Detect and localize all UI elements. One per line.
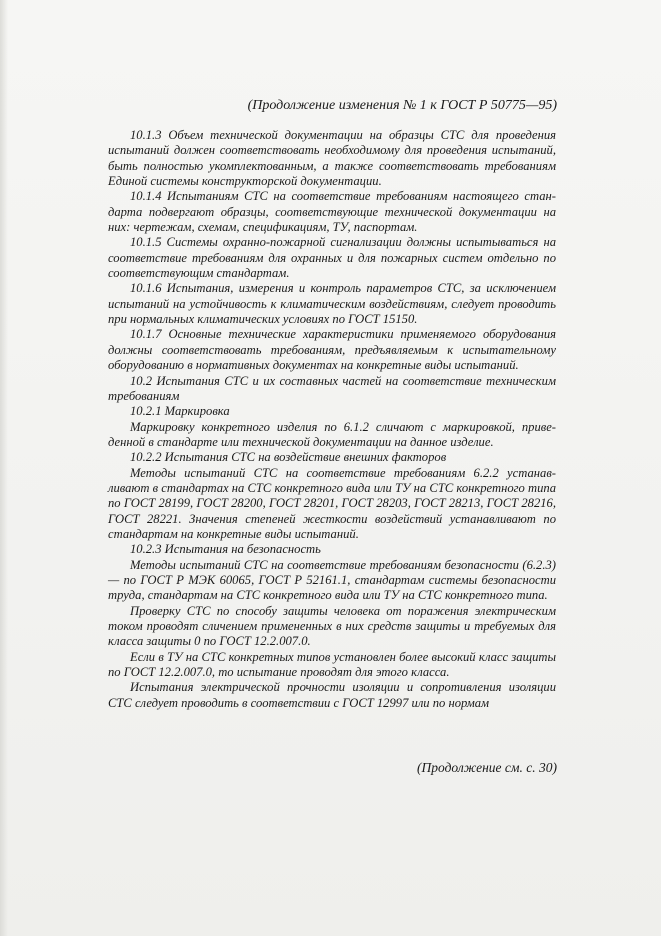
paragraph-10-1-4: 10.1.4 Испытаниям СТС на соответствие требованиям настоящего стандарта подвергают образцы, соответствующие технической документации на них: чертежам, схемам, спецификациям, ТУ, паспортам. (108, 189, 556, 235)
paragraph-shock-protection: Проверку СТС по способу защиты человека от поражения электрическим током проводят сличением примененных в них средств защиты и требуемых для класса защиты 0 по ГОСТ 12.2.007.0. (108, 603, 556, 649)
continuation-note: (Продолжение см. с. 30) (417, 760, 557, 775)
paragraph-insulation-tests: Испытания электрической прочности изоляции и сопротивления изоляции СТС следует проводить в соответствии с ГОСТ 12997 или по нормам (108, 680, 556, 710)
paragraph-10-1-5: 10.1.5 Системы охранно-пожарной сигнализации должны испытываться на соответствие требованиям для охранных и для пожарных систем отдельно по соответствующим стандартам. (108, 235, 556, 281)
paragraph-safety-methods: Методы испытаний СТС на соответствие требованиям безопасности (6.2.3) — по ГОСТ Р МЭК 60065, ГОСТ Р 52161.1, стандартам системы безопасности труда, стандартам на СТС конкретного вида или ТУ на СТС конкретного типа. (108, 557, 556, 603)
paragraph-external-factors: Методы испытаний СТС на соответствие требованиям 6.2.2 устанавливают в стандартах на СТС конкретного вида или ТУ на СТС конкретного типа по ГОСТ 28199, ГОСТ 28200, ГОСТ 28201, ГОСТ 28203, ГОСТ 28213, ГОСТ 28216, ГОСТ 28221. Значения степеней жесткости воздействий устанавливают по стандартам на конкретные виды испытаний. (108, 465, 556, 541)
subsection-heading-10-2-1: 10.2.1 Маркировка (130, 404, 230, 419)
subsection-heading-10-2-3: 10.2.3 Испытания на безопасность (130, 542, 321, 557)
body-text (108, 128, 556, 711)
page-edge-shadow (0, 0, 8, 936)
paragraph-10-1-6: 10.1.6 Испытания, измерения и контроль параметров СТС, за исключением испытаний на устойчивость к климатическим воздействиям, следует проводить при нормальных климатических условиях по ГОСТ 15150. (108, 281, 556, 327)
paragraph-marking: Маркировку конкретного изделия по 6.1.2 сличают с маркировкой, приведенной в стандарте или технической документации на данное изделие. (108, 419, 556, 449)
paragraph-higher-class: Если в ТУ на СТС конкретных типов установлен более высокий класс защиты по ГОСТ 12.2.007.0, то испытание проводят для этого класса. (108, 649, 556, 680)
paragraph-10-1-7: 10.1.7 Основные технические характеристики применяемого оборудования должны соответствовать требованиям, предъявляемым к испытательному оборудованию в нормативных документах на конкретные виды испытаний. (108, 327, 556, 373)
section-heading-10-2: 10.2 Испытания СТС и их составных частей на соответствие техническим требованиям (108, 373, 556, 403)
paragraph-10-1-3: 10.1.3 Объем технической документации на образцы СТС для проведения испытаний должен соответствовать необходимому для проведения испытаний, быть полностью укомплектованным, а также соответствовать требованиям Единой системы конструкторской документации. (108, 128, 556, 189)
running-header: (Продолжение изменения № 1 к ГОСТ Р 50775—95) (247, 98, 557, 113)
subsection-heading-10-2-2: 10.2.2 Испытания СТС на воздействие внешних факторов (130, 450, 447, 465)
